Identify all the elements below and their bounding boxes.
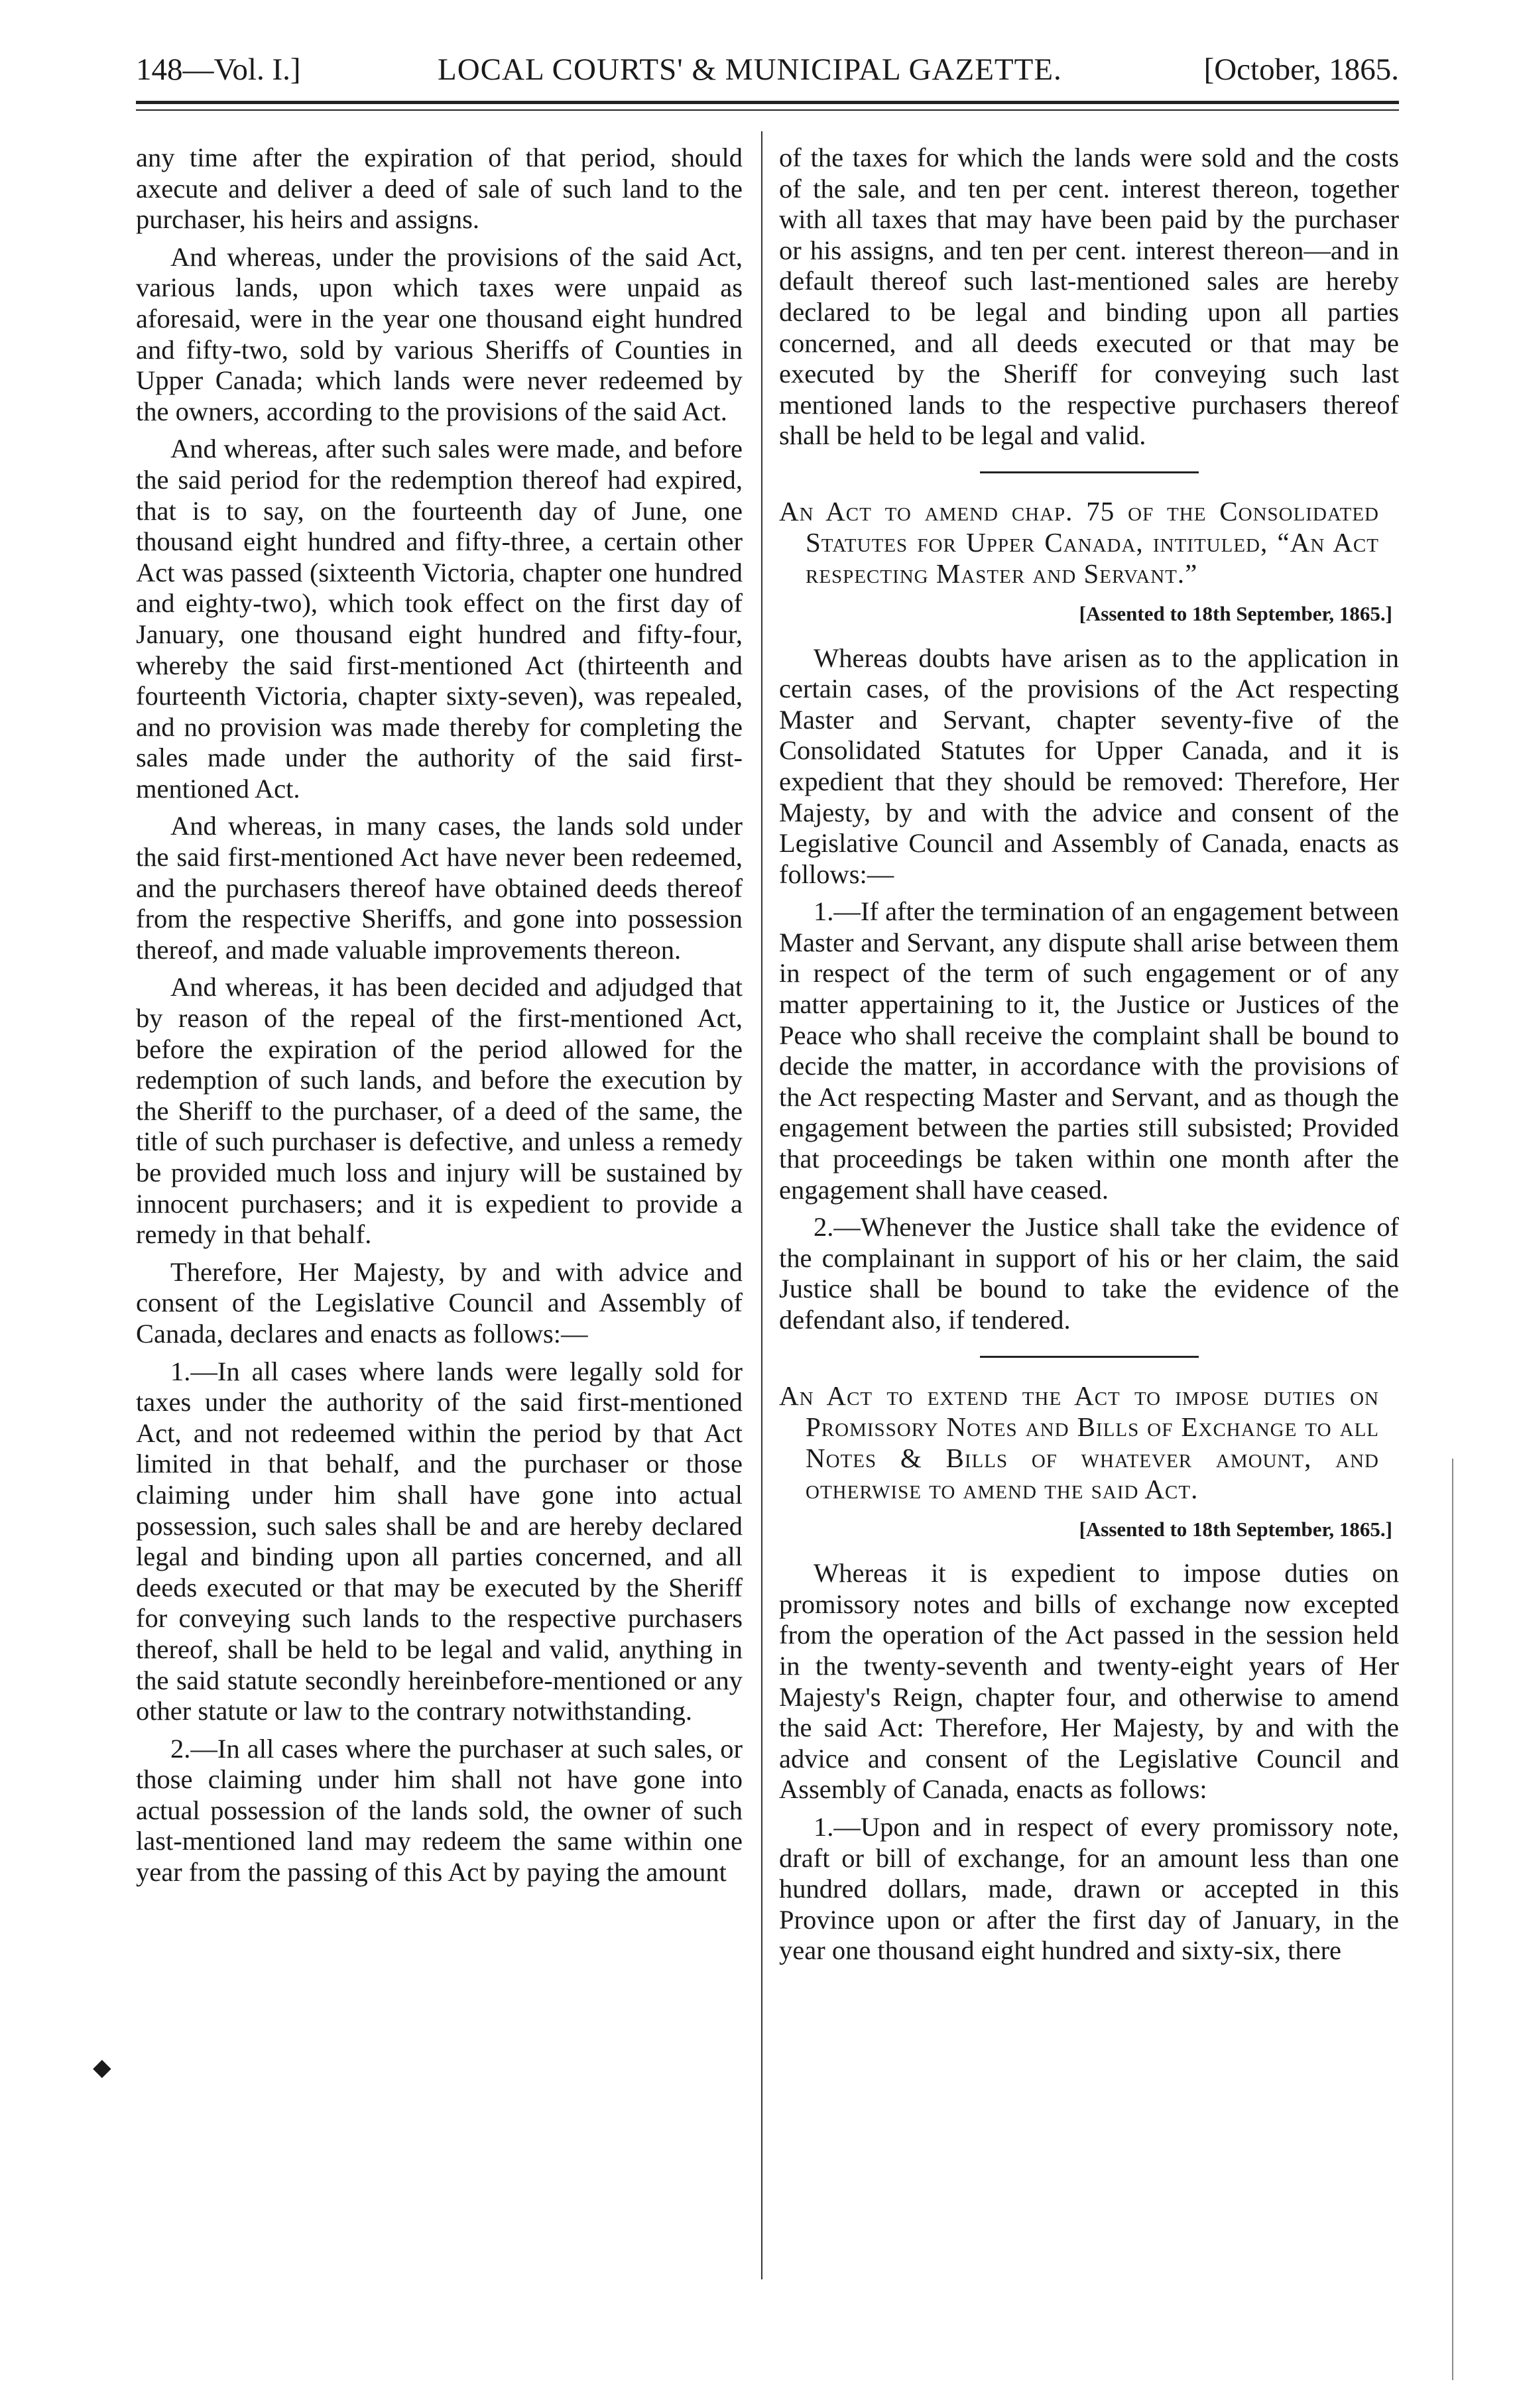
publication-title: LOCAL COURTS' & MUNICIPAL GAZETTE. [438,52,1062,87]
section-separator [980,471,1199,473]
column-divider [761,131,762,2279]
section-1: 1.—Upon and in respect of every promissory note, draft or bill of exchange, for an amount less than one hundred dollars, made, drawn or accepted in this Province upon or after the first day of January, in the year one thousand eight hundred and sixty-six, there [779,1811,1399,1966]
header-rule-thin [136,109,1399,111]
left-column [136,143,743,1895]
issue-date: [October, 1865. [1203,52,1399,87]
paragraph-continuation: of the taxes for which the lands were sold and the costs of the sale, and ten per cent. interest thereon, together with all taxes that may have been paid by the purchaser or his assigns, and ten per cent. interest thereon—and in default thereof such last-mentioned sales are hereby declared to be legal and binding upon all parties concerned, and all deeds executed or that may be executed by the Sheriff for conveying such last mentioned lands to the respective purchasers thereof shall be held to be legal and valid. [779,143,1399,451]
act-title-promissory-notes: An Act to extend the Act to impose duties on Promissory Notes and Bills of Exchange to all Notes & Bills of whatever amount, and otherwise to amend the said Act. [779,1380,1379,1504]
paragraph: And whereas, under the provisions of the said Act, various lands, upon which taxes were unpaid as aforesaid, were in the year one thousand eight hundred and fifty-two, sold by various Sheriffs of Counties in Upper Canada; which lands were never redeemed by the owners, according to the provisions of the said Act. [136,241,743,426]
assent-date: [Assented to 18th September, 1865.] [1079,1517,1392,1541]
paragraph: And whereas, in many cases, the lands sold under the said first-mentioned Act have never been redeemed, and the purchasers thereof have obtained deeds thereof from the respective Sheriffs, and gone into possession thereof, and made valuable improvements thereon. [136,811,743,965]
paragraph: And whereas, after such sales were made, and before the said period for the redemption thereof had expired, that is to say, on the fourteenth day of June, one thousand eight hundred and fifty-three, a certain other Act was passed (sixteenth Victoria, chapter one hundred and eighty-two), which took effect on the first day of January, one thousand eight hundred and fifty-four, whereby the said first-mentioned Act (thirteenth and fourteenth Victoria, chapter sixty-seven), was repealed, and no provision was made thereby for completing the sales made under the authority of the said first-mentioned Act. [136,434,743,804]
paragraph: any time after the expiration of that period, should axecute and deliver a deed of sale of such land to the purchaser, his heirs and assigns. [136,143,743,235]
preamble: Whereas it is expedient to impose duties on promissory notes and bills of exchange now excepted from the operation of the Act passed in the session held in the twenty-seventh and twenty-eight years of Her Majesty's Reign, chapter four, and otherwise to amend the said Act: Therefore, Her Majesty, by and with the advice and consent of the Legislative Council and Assembly of Canada, enacts as follows: [779,1558,1399,1805]
paragraph: And whereas, it has been decided and adjudged that by reason of the repeal of the first-mentioned Act, before the expiration of the period allowed for the redemption of such lands, and before the execution by the Sheriff to the purchaser, of a deed of the same, the title of such purchaser is defective, and unless a remedy be provided much loss and injury will be sustained by innocent purchasers; and it is expedient to provide a remedy in that behalf. [136,972,743,1250]
ink-mark-icon: ◆ [93,2054,111,2080]
assent-date: [Assented to 18th September, 1865.] [1079,601,1392,625]
header-rule-thick [136,101,1399,104]
act-title-master-servant: An Act to amend chap. 75 of the Consolidated Statutes for Upper Canada, intituled, “An Act respecting Master and Servant.” [779,495,1379,589]
section-2: 2.—Whenever the Justice shall take the evidence of the complainant in support of his or her claim, the said Justice shall be bound to take the evidence of the defendant also, if tendered. [779,1212,1399,1335]
page-edge-line [1452,1459,1453,2380]
preamble: Whereas doubts have arisen as to the application in certain cases, of the provisions of the Act respecting Master and Servant, chapter seventy-five of the Consolidated Statutes for Upper Canada, and it is expedient that they should be removed: Therefore, Her Majesty, by and with the advice and consent of the Legislative Council and Assembly of Canada, enacts as follows:— [779,642,1399,889]
running-header [136,40,1399,93]
section-1: 1.—If after the termination of an engagement between Master and Servant, any dispute shall arise between them in respect of the term of such engagement or of any matter appertaining to it, the Justice or Justices of the Peace who shall receive the complaint shall be bound to decide the matter, in accordance with the provisions of the Act respecting Master and Servant, and as though the engagement between the parties still subsisted; Provided that proceedings be taken within one month after the engagement shall have ceased. [779,896,1399,1205]
section-2: 2.—In all cases where the purchaser at such sales, or those claiming under him shall not have gone into actual possession of the lands sold, the owner of such last-mentioned land may redeem the same within one year from the passing of this Act by paying the amount [136,1733,743,1888]
page-volume-label: 148—Vol. I.] [136,52,301,87]
section-separator [980,1356,1199,1358]
section-1: 1.—In all cases where lands were legally sold for taxes under the authority of the said first-mentioned Act, and not redeemed within the period by that Act limited in that behalf, and the purchaser or those claiming under him shall have gone into actual possession, such sales shall be and are hereby declared legal and binding upon all parties concerned, and all deeds executed or that may be executed by the Sheriff for conveying such lands to the respective purchasers thereof, shall be held to be legal and valid, anything in the said statute secondly hereinbefore-mentioned or any other statute or law to the contrary notwithstanding. [136,1356,743,1726]
paragraph: Therefore, Her Majesty, by and with advice and consent of the Legislative Council and Assembly of Canada, declares and enacts as follows:— [136,1256,743,1349]
right-column [779,143,1399,1973]
